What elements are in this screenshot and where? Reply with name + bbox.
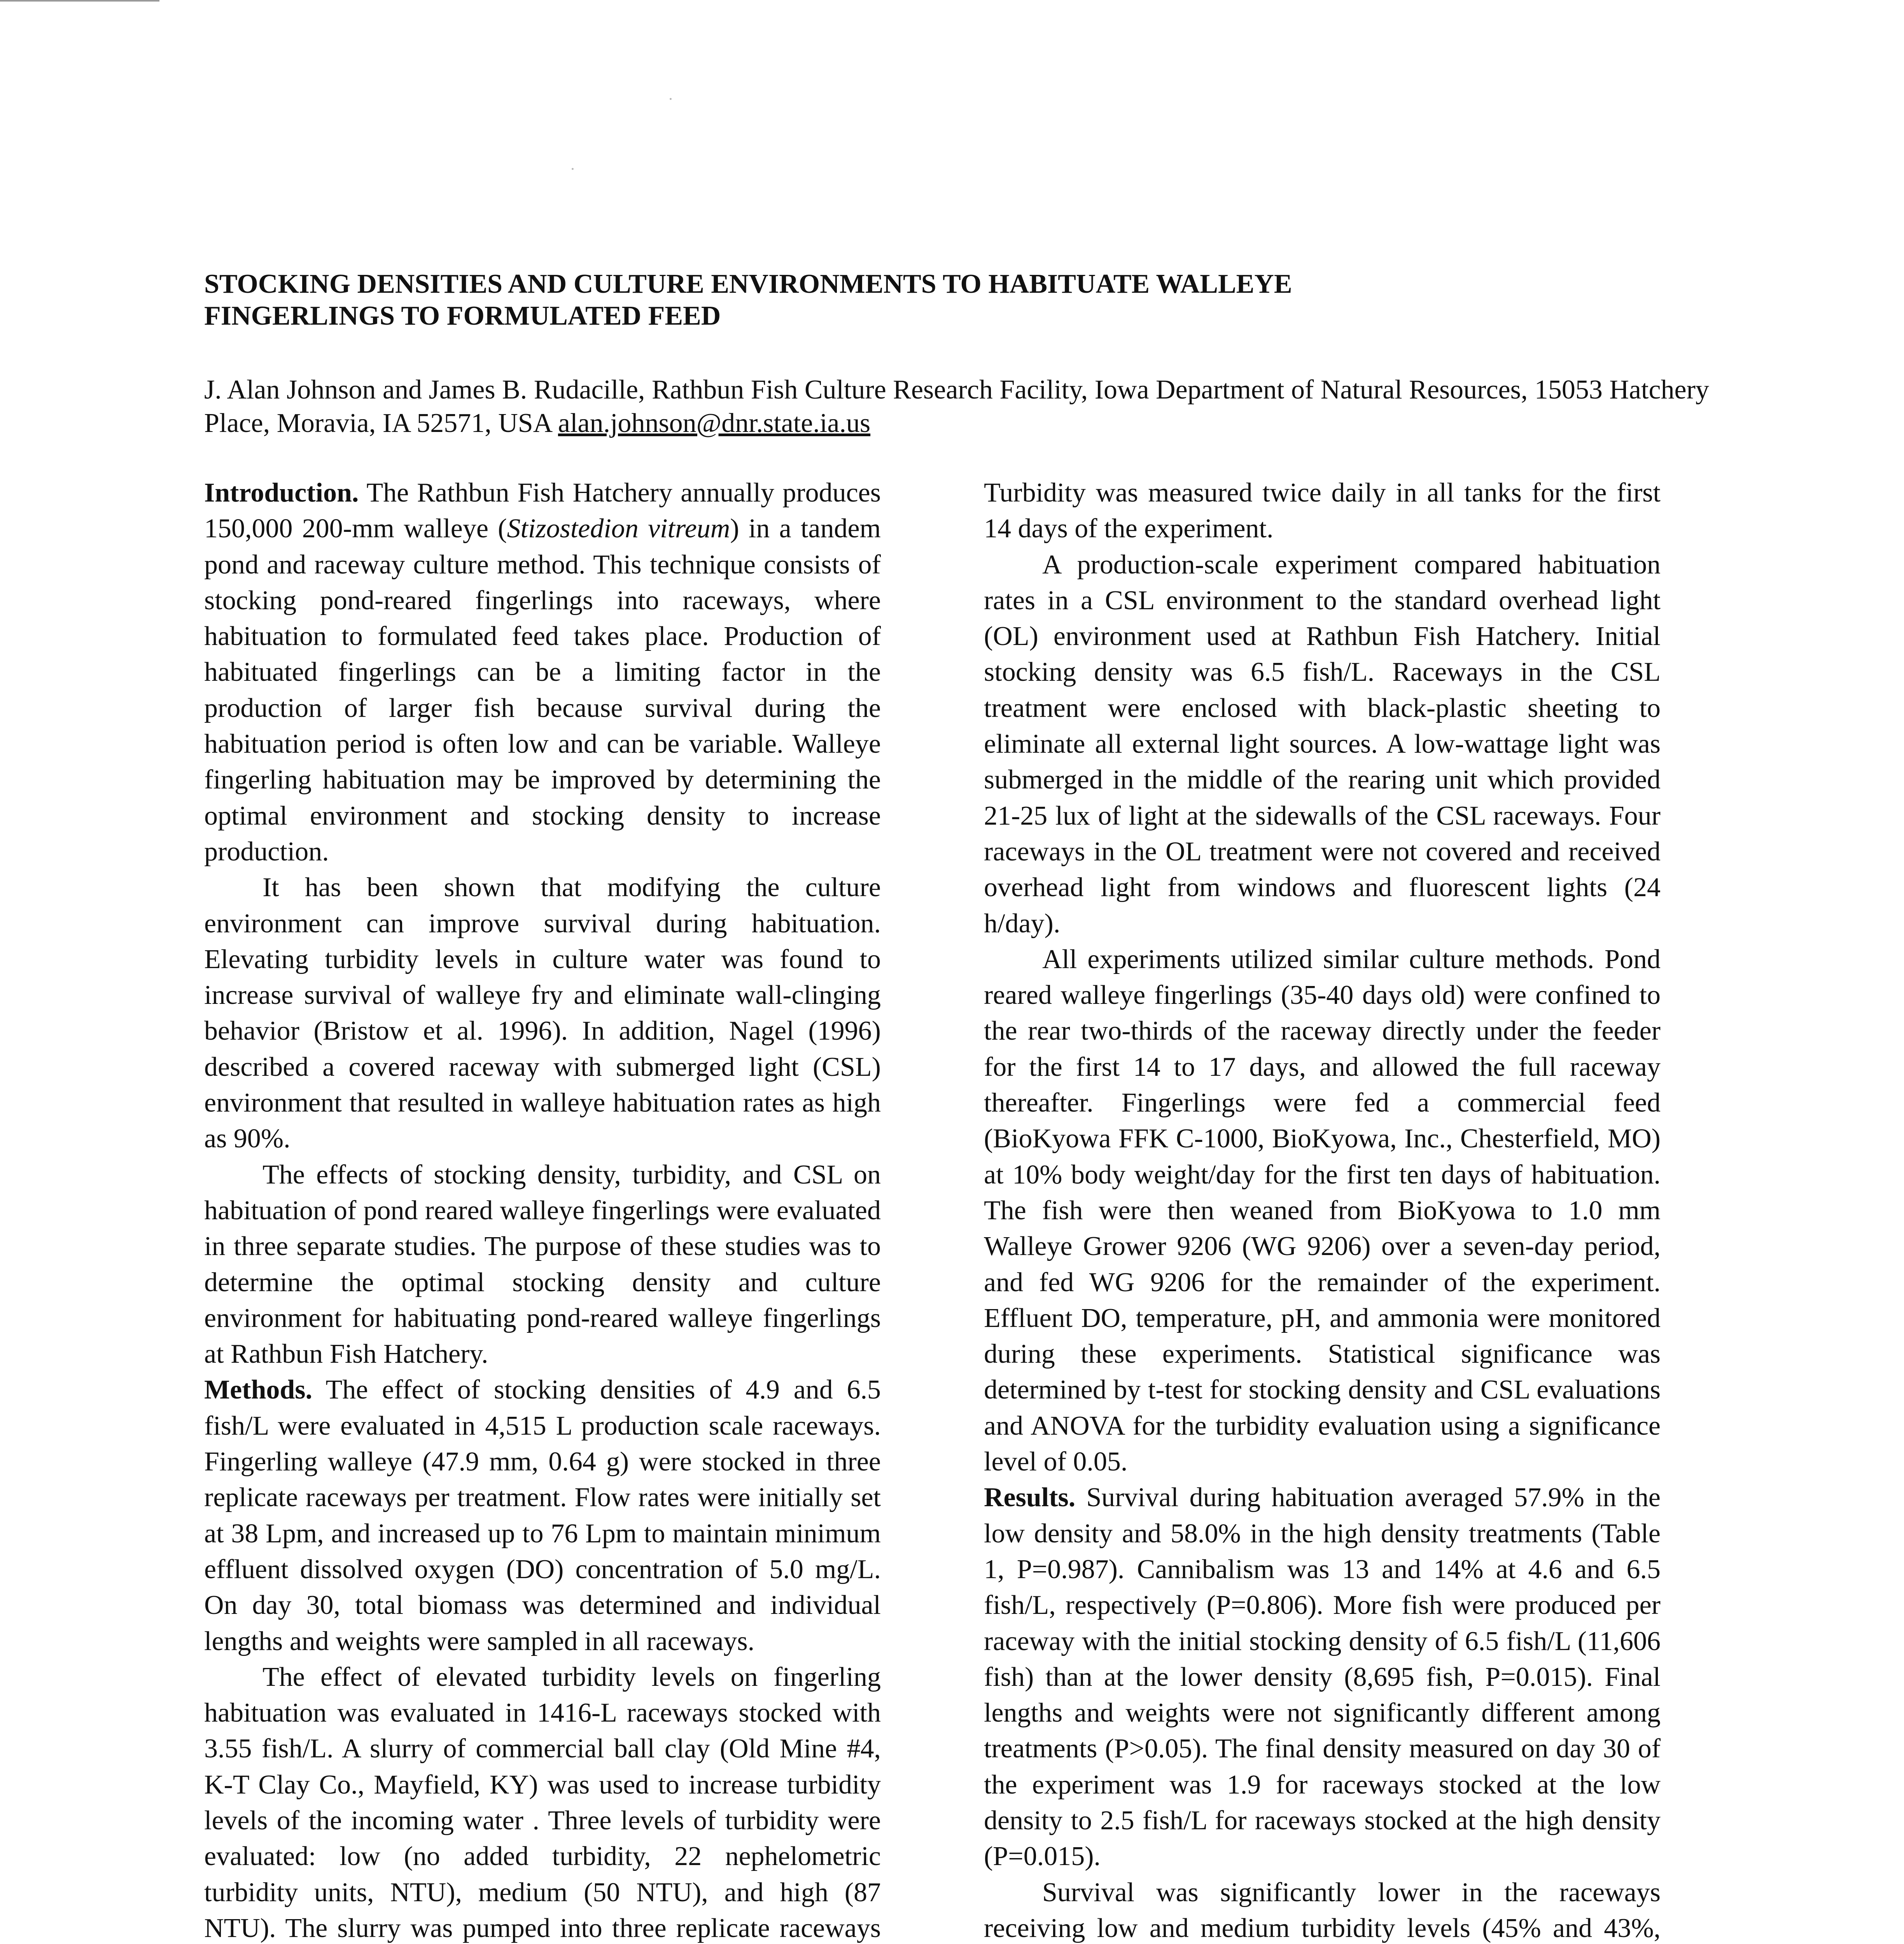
author-affiliation-text: J. Alan Johnson and James B. Rudacille, Rathbun Fish Culture Research Facility, Iowa Department of Natural Resources, 15053 Hatchery Place, Moravia, IA 52571, USA (204, 375, 1709, 438)
results-text-1: Survival during habituation averaged 57.9% in the low density and 58.0% in the high density treatments (Table 1, P=0.987). Cannibalism was 13 and 14% at 4.6 and 6.5 fish/L, respectively (P=0.806). More fish were produced per raceway with the initial stocking density of 6.5 fish/L (11,606 fish) than at the lower density (8,695 fish, P=0.015). Final lengths and weights were not significantly different among treatments (P>0.05). The final density measured on day 30 of the experiment was 1.9 for raceways stocked at the low density to 2.5 fish/L for raceways stocked at the high density (P=0.015). (984, 1482, 1661, 1872)
author-email-link[interactable]: alan.johnson@dnr.state.ia.us (558, 408, 871, 438)
species-name: Stizostedion vitreum (507, 514, 730, 544)
methods-paragraph-2: The effect of elevated turbidity levels on fingerling habituation was evaluated in 1416-L raceways stocked with 3.55 fish/L. A slurry of commercial ball clay (Old Mine #4, K-T Clay Co., Mayfield, KY) was used to increase turbidity levels of the incoming water . Three levels of turbidity were evaluated: low (no added turbidity, 22 nephelometric turbidity units, NTU), medium (50 NTU), and high (87 NTU). The slurry was pumped into three replicate raceways (204, 1662, 881, 1943)
introduction-paragraph-2: It has been shown that modifying the culture environment can improve survival during habituation. Elevating turbidity levels in culture water was found to increase survival of walleye fry and eliminate wall-clinging behavior (Bristow et al. 1996). In addition, Nagel (1996) described a covered raceway with submerged light (CSL) environment that resulted in walleye habituation rates as high as 90%. (204, 872, 881, 1154)
methods-paragraph-3: A production-scale experiment compared habituation rates in a CSL environment to the standard overhead light (OL) environment used at Rathbun Fish Hatchery. Initial stocking density was 6.5 fish/L. Raceways in the CSL treatment were enclosed with black-plastic sheeting to eliminate all external light sources. A low-wattage light was submerged in the middle of the rearing unit which provided 21-25 lux of light at the sidewalls of the CSL raceways. Four raceways in the OL treatment were not covered and received overhead light from windows and fluorescent lights (24 h/day). (984, 549, 1661, 939)
left-column (204, 475, 881, 1944)
author-affiliation (204, 373, 1721, 440)
methods-paragraph-4: All experiments utilized similar culture methods. Pond reared walleye fingerlings (35-40 days old) were confined to the rear two-thirds of the raceway directly under the feeder for the first 14 to 17 days, and allowed the full raceway thereafter. Fingerlings were fed a commercial feed (BioKyowa FFK C-1000, BioKyowa, Inc., Chesterfield, MO) at 10% body weight/day for the first ten days of habituation. The fish were then weaned from BioKyowa to 1.0 mm Walleye Grower 9206 (WG 9206) over a seven-day period, and fed WG 9206 for the remainder of the experiment. Effluent DO, temperature, pH, and ammonia were monitored during these experiments. Statistical significance was determined by t-test for stocking density and CSL evaluations and ANOVA for the turbidity evaluation using a significance level of 0.05. (984, 944, 1661, 1477)
introduction-paragraph-3: The effects of stocking density, turbidity, and CSL on habituation of pond reared walleye fingerlings were evaluated in three separate studies. The purpose of these studies was to determine the optimal stocking density and culture environment for habituating pond-reared walleye fingerlings at Rathbun Fish Hatchery. (204, 1159, 881, 1369)
introduction-text-b: ) in a tandem pond and raceway culture method. This technique consists of stocking pond-reared fingerlings into raceways, where habituation to formulated feed takes place. Production of habituated fingerlings can be a limiting factor in the production of larger fish because survival during the habituation period is often low and can be variable. Walleye fingerling habituation may be improved by determining the optimal environment and stocking density to increase production. (204, 514, 881, 867)
right-column (984, 475, 1661, 1944)
methods-paragraph-1 (204, 1372, 881, 1659)
results-paragraph-2: Survival was significantly lower in the raceways receiving low and medium turbidity levels (45% and 43%, (984, 1877, 1661, 1943)
scan-speck (572, 168, 574, 170)
methods-text-1: The effect of stocking densities of 4.9 and 6.5 fish/L were evaluated in 4,515 L production scale raceways. Fingerling walleye (47.9 mm, 0.64 g) were stocked in three replicate raceways per treatment. Flow rates were initially set at 38 Lpm, and increased up to 76 Lpm to maintain minimum effluent dissolved oxygen (DO) concentration of 5.0 mg/L. On day 30, total biomass was determined and individual lengths and weights were sampled in all raceways. (204, 1375, 881, 1656)
introduction-heading: Introduction. (204, 478, 359, 508)
paper-title-line-1: STOCKING DENSITIES AND CULTURE ENVIRONMENTS TO HABITUATE WALLEYE (204, 269, 1292, 299)
results-paragraph-1 (984, 1480, 1661, 1874)
scan-speck (670, 98, 672, 100)
introduction-text-a: The Rathbun Fish Hatchery annually produces 150,000 200-mm walleye ( (204, 478, 881, 544)
methods-continuation: Turbidity was measured twice daily in all tanks for the first 14 days of the experiment. (984, 478, 1661, 544)
introduction-paragraph-1 (204, 475, 881, 870)
paper-title-line-2: FINGERLINGS TO FORMULATED FEED (204, 301, 721, 331)
paper-title (204, 268, 1721, 332)
results-heading: Results. (984, 1482, 1076, 1513)
methods-heading: Methods. (204, 1375, 313, 1405)
scan-top-rule (0, 0, 159, 2)
